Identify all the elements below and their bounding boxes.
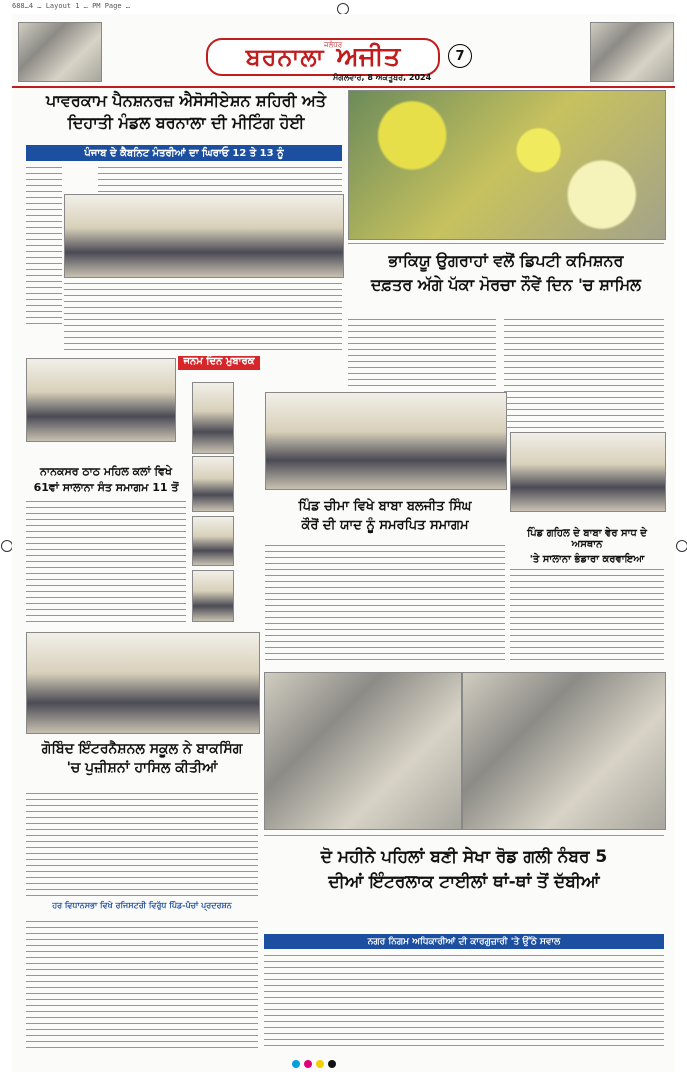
story2-headline bbox=[348, 252, 664, 293]
story2-photo bbox=[348, 90, 666, 240]
story2-text-left bbox=[348, 316, 496, 386]
story7-photo-1 bbox=[264, 672, 462, 830]
story7-headline-line2: ਦੀਆਂ ਇੰਟਰਲਾਕ ਟਾਈਲਾਂ ਥਾਂ-ਥਾਂ ਤੋਂ ਦੱਬੀਆਂ bbox=[328, 871, 600, 892]
story3-photo bbox=[26, 358, 176, 442]
gate-photo bbox=[18, 22, 102, 82]
story6-headline-line2: 'ਚ ਪੁਜ਼ੀਸ਼ਨਾਂ ਹਾਸਿਲ ਕੀਤੀਆਂ bbox=[66, 760, 218, 777]
color-swatch bbox=[304, 1060, 312, 1068]
story5-headline-line2: 'ਤੇ ਸਾਲਾਨਾ ਭੰਡਾਰਾ ਕਰਵਾਇਆ bbox=[529, 554, 645, 565]
story4-headline-line1: ਪਿੰਡ ਚੀਮਾ ਵਿਖੇ ਬਾਬਾ ਬਲਜੀਤ ਸਿੰਘ bbox=[298, 499, 472, 514]
story2-headline-line2: ਦਫ਼ਤਰ ਅੱਗੇ ਪੱਕਾ ਮੋਰਚਾ ਨੌਵੇਂ ਦਿਨ 'ਚ ਸ਼ਾਮਿਲ bbox=[371, 274, 641, 294]
story6-headline-line1: ਗੋਬਿੰਦ ਇੰਟਰਨੈਸ਼ਨਲ ਸਕੂਲ ਨੇ ਬਾਕਸਿੰਗ bbox=[41, 741, 243, 757]
page-number: 7 bbox=[448, 44, 472, 68]
masthead-date: ਮੰਗਲਵਾਰ, 8 ਅਕਤੂਬਰ, 2024 bbox=[333, 73, 432, 82]
story4-photo bbox=[265, 392, 507, 490]
color-swatch bbox=[292, 1060, 300, 1068]
story6-headline bbox=[26, 742, 258, 777]
story7-text bbox=[264, 952, 664, 1048]
story1-text-bottom bbox=[64, 280, 342, 354]
story7-photo-2 bbox=[462, 672, 666, 830]
color-swatch bbox=[328, 1060, 336, 1068]
story6-photo bbox=[26, 632, 260, 734]
story3-headline-line1: ਨਾਨਕਸਰ ਠਾਠ ਮਹਿਲ ਕਲਾਂ ਵਿਖੇ bbox=[40, 465, 172, 478]
story5-headline bbox=[510, 528, 664, 565]
story4-headline bbox=[265, 500, 505, 534]
story4-headline-line2: ਕੌਰੋਂ ਦੀ ਯਾਦ ਨੂੰ ਸਮਰਪਿਤ ਸਮਾਗਮ bbox=[301, 518, 469, 534]
story3-text bbox=[26, 498, 186, 624]
print-slug: 688…4 … Layout 1 … PM Page … bbox=[12, 2, 131, 10]
story5-text bbox=[510, 566, 664, 662]
story6-text bbox=[26, 790, 258, 898]
masthead-paper: ਅਜੀਤ bbox=[336, 41, 401, 72]
color-swatch bbox=[316, 1060, 324, 1068]
masthead-small: ਜਲੰਧਰ bbox=[324, 41, 343, 49]
story5-headline-line1: ਪਿੰਡ ਗਹਿਲ ਦੇ ਬਾਬਾ ਵੇਰ ਸਾਧ ਦੇ ਅਸਥਾਨ bbox=[527, 528, 647, 550]
story1-text-col1 bbox=[26, 164, 62, 326]
birthday-title: ਜਨਮ ਦਿਨ ਮੁਬਾਰਕ bbox=[178, 356, 260, 370]
masthead bbox=[206, 38, 440, 76]
story3-headline bbox=[26, 466, 186, 494]
color-marks bbox=[292, 1060, 336, 1068]
story1-band: ਪੰਜਾਬ ਦੇ ਕੈਬਨਿਟ ਮੰਤਰੀਆਂ ਦਾ ਘਿਰਾਓ 12 ਤੇ 13 ਨੂੰ bbox=[26, 145, 342, 161]
story2-headline-line1: ਭਾਕਿਯੂ ਉਗਰਾਹਾਂ ਵਲੋਂ ਡਿਪਟੀ ਕਮਿਸ਼ਨਰ bbox=[388, 251, 624, 270]
story3-headline-line2: 61ਵਾਂ ਸਾਲਾਨਾ ਸੰਤ ਸਮਾਗਮ 11 ਤੋਂ bbox=[33, 481, 179, 495]
story4-text bbox=[265, 542, 505, 662]
story7-band: ਨਗਰ ਨਿਗਮ ਅਧਿਕਾਰੀਆਂ ਦੀ ਕਾਰਗੁਜ਼ਾਰੀ 'ਤੇ ਉੱਠੇ ਸਵਾਲ bbox=[264, 934, 664, 949]
story7-headline bbox=[264, 848, 664, 891]
story1-headline bbox=[26, 92, 346, 131]
story6-text-bottom bbox=[26, 918, 258, 1048]
story7-caption bbox=[264, 832, 664, 838]
registration-mark-icon bbox=[676, 540, 687, 552]
monument-photo bbox=[590, 22, 674, 82]
birthday-photo-2 bbox=[192, 456, 234, 512]
story2-caption bbox=[348, 240, 664, 246]
birthday-photo-1 bbox=[192, 382, 234, 454]
story1-headline-line2: ਦਿਹਾਤੀ ਮੰਡਲ ਬਰਨਾਲਾ ਦੀ ਮੀਟਿੰਗ ਹੋਈ bbox=[67, 112, 305, 132]
birthday-photo-3 bbox=[192, 516, 234, 566]
birthday-photo-4 bbox=[192, 570, 234, 622]
story1-text-top bbox=[98, 164, 342, 192]
story1-photo bbox=[64, 194, 344, 278]
story6-sub: ਹਰ ਵਿਧਾਨਸਭਾ ਵਿਖੇ ਰਜਿਸਟਰੀ ਵਿਰੁੱਧ ਪਿੰਡ-ਪੰਚਾਂ ਪ੍ਰਦਰਸ਼ਨ bbox=[52, 901, 232, 910]
story5-photo bbox=[510, 432, 666, 512]
story1-headline-line1: ਪਾਵਰਕਾਮ ਪੈਨਸ਼ਨਰਜ਼ ਐਸੋਸੀਏਸ਼ਨ ਸ਼ਹਿਰੀ ਅਤੇ bbox=[46, 91, 326, 110]
story7-headline-line1: ਦੋ ਮਹੀਨੇ ਪਹਿਲਾਂ ਬਣੀ ਸੇਖਾ ਰੋਡ ਗਲੀ ਨੰਬਰ 5 bbox=[320, 847, 608, 867]
masthead-rule bbox=[12, 86, 675, 88]
masthead-city: ਬਰਨਾਲਾ bbox=[245, 43, 325, 71]
story2-text-right bbox=[504, 316, 664, 428]
